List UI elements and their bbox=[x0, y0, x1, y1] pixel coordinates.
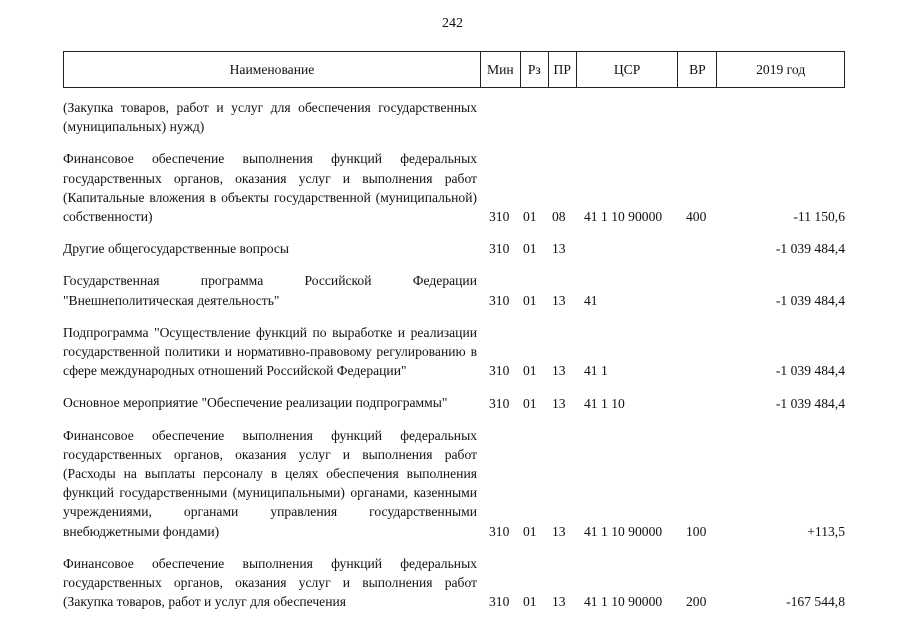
row-name: Подпрограмма "Осуществление функций по выработке и реализации государственной политики и нормативно-правовому регулированию в сфере международных отношений Российской Федерации" bbox=[63, 324, 477, 379]
row-pr: 13 bbox=[552, 241, 566, 257]
table-row bbox=[63, 393, 845, 412]
column-header-rz: Рз bbox=[520, 52, 548, 87]
row-amount: -1 039 484,4 bbox=[775, 363, 845, 379]
row-amount: -167 544,8 bbox=[786, 594, 845, 610]
row-csr: 41 bbox=[584, 292, 598, 308]
row-csr: 41 1 10 90000 bbox=[584, 523, 663, 539]
row-rz: 01 bbox=[523, 594, 537, 610]
row-values bbox=[480, 207, 845, 226]
row-min: 310 bbox=[489, 523, 510, 539]
row-values bbox=[480, 117, 845, 136]
row-values bbox=[480, 291, 845, 310]
row-values bbox=[480, 522, 845, 541]
column-header-year: 2019 год bbox=[716, 52, 844, 87]
column-header-name: Наименование bbox=[229, 61, 315, 77]
row-name: Другие общегосударственные вопросы bbox=[63, 241, 290, 257]
table-row bbox=[63, 271, 845, 309]
row-name: Основное мероприятие "Обеспечение реализации подпрограммы" bbox=[63, 395, 448, 411]
row-min: 310 bbox=[489, 292, 510, 308]
row-rz: 01 bbox=[523, 395, 537, 411]
row-rz: 01 bbox=[523, 363, 537, 379]
table-row bbox=[63, 98, 845, 136]
row-vr: 400 bbox=[686, 209, 707, 225]
row-values bbox=[480, 592, 845, 611]
row-amount: -1 039 484,4 bbox=[775, 241, 845, 257]
row-pr: 13 bbox=[552, 523, 566, 539]
table-header bbox=[63, 51, 845, 88]
row-csr: 41 1 10 90000 bbox=[584, 594, 663, 610]
row-min: 310 bbox=[489, 363, 510, 379]
row-name: Финансовое обеспечение выполнения функций федеральных государственных органов, оказания услуг и выполнения работ (Капитальные вложения в объекты государственной (муниципальной) собственности) bbox=[63, 151, 477, 225]
row-name: Государственная программа Российской Федерации "Внешнеполитическая деятельность" bbox=[63, 273, 477, 308]
row-amount: -1 039 484,4 bbox=[775, 292, 845, 308]
column-header-min: Мин bbox=[480, 52, 520, 87]
row-rz: 01 bbox=[523, 209, 537, 225]
row-pr: 13 bbox=[552, 363, 566, 379]
row-amount: -1 039 484,4 bbox=[775, 395, 845, 411]
row-values bbox=[480, 394, 845, 413]
row-vr: 200 bbox=[686, 594, 707, 610]
row-csr: 41 1 10 bbox=[584, 395, 625, 411]
row-min: 310 bbox=[489, 241, 510, 257]
row-name: (Закупка товаров, работ и услуг для обеспечения государственных (муниципальных) нужд) bbox=[63, 100, 477, 135]
table-row bbox=[63, 554, 845, 612]
row-amount: -11 150,6 bbox=[793, 209, 845, 225]
row-name: Финансовое обеспечение выполнения функций федеральных государственных органов, оказания услуг и выполнения работ (Закупка товаров, работ и услуг для обеспечения bbox=[63, 555, 477, 610]
column-header-csr: ЦСР bbox=[576, 52, 678, 87]
row-pr: 13 bbox=[552, 594, 566, 610]
row-vr: 100 bbox=[686, 523, 707, 539]
column-header-vr: ВР bbox=[677, 52, 716, 87]
row-rz: 01 bbox=[523, 241, 537, 257]
row-min: 310 bbox=[489, 594, 510, 610]
row-rz: 01 bbox=[523, 523, 537, 539]
column-header-pr: ПР bbox=[548, 52, 576, 87]
row-name: Финансовое обеспечение выполнения функций федеральных государственных органов, оказания услуг и выполнения работ (Расходы на выплаты персоналу в целях обеспечения выполнения функций государственными (муниципальными) органами, казенными учреждениями, органами управления государственными внебюджетными фондами) bbox=[63, 427, 477, 539]
row-pr: 13 bbox=[552, 292, 566, 308]
row-rz: 01 bbox=[523, 292, 537, 308]
row-min: 310 bbox=[489, 395, 510, 411]
table-row bbox=[63, 323, 845, 381]
row-csr: 41 1 10 90000 bbox=[584, 209, 663, 225]
row-values bbox=[480, 239, 845, 258]
row-csr: 41 1 bbox=[584, 363, 608, 379]
row-values bbox=[480, 361, 845, 380]
table-row bbox=[63, 426, 845, 541]
row-amount: +113,5 bbox=[807, 523, 845, 539]
table-body bbox=[63, 98, 845, 624]
page-number: 242 bbox=[442, 16, 463, 31]
table-row bbox=[63, 149, 845, 226]
table-row bbox=[63, 239, 845, 258]
row-pr: 13 bbox=[552, 395, 566, 411]
row-min: 310 bbox=[489, 209, 510, 225]
row-pr: 08 bbox=[552, 209, 566, 225]
